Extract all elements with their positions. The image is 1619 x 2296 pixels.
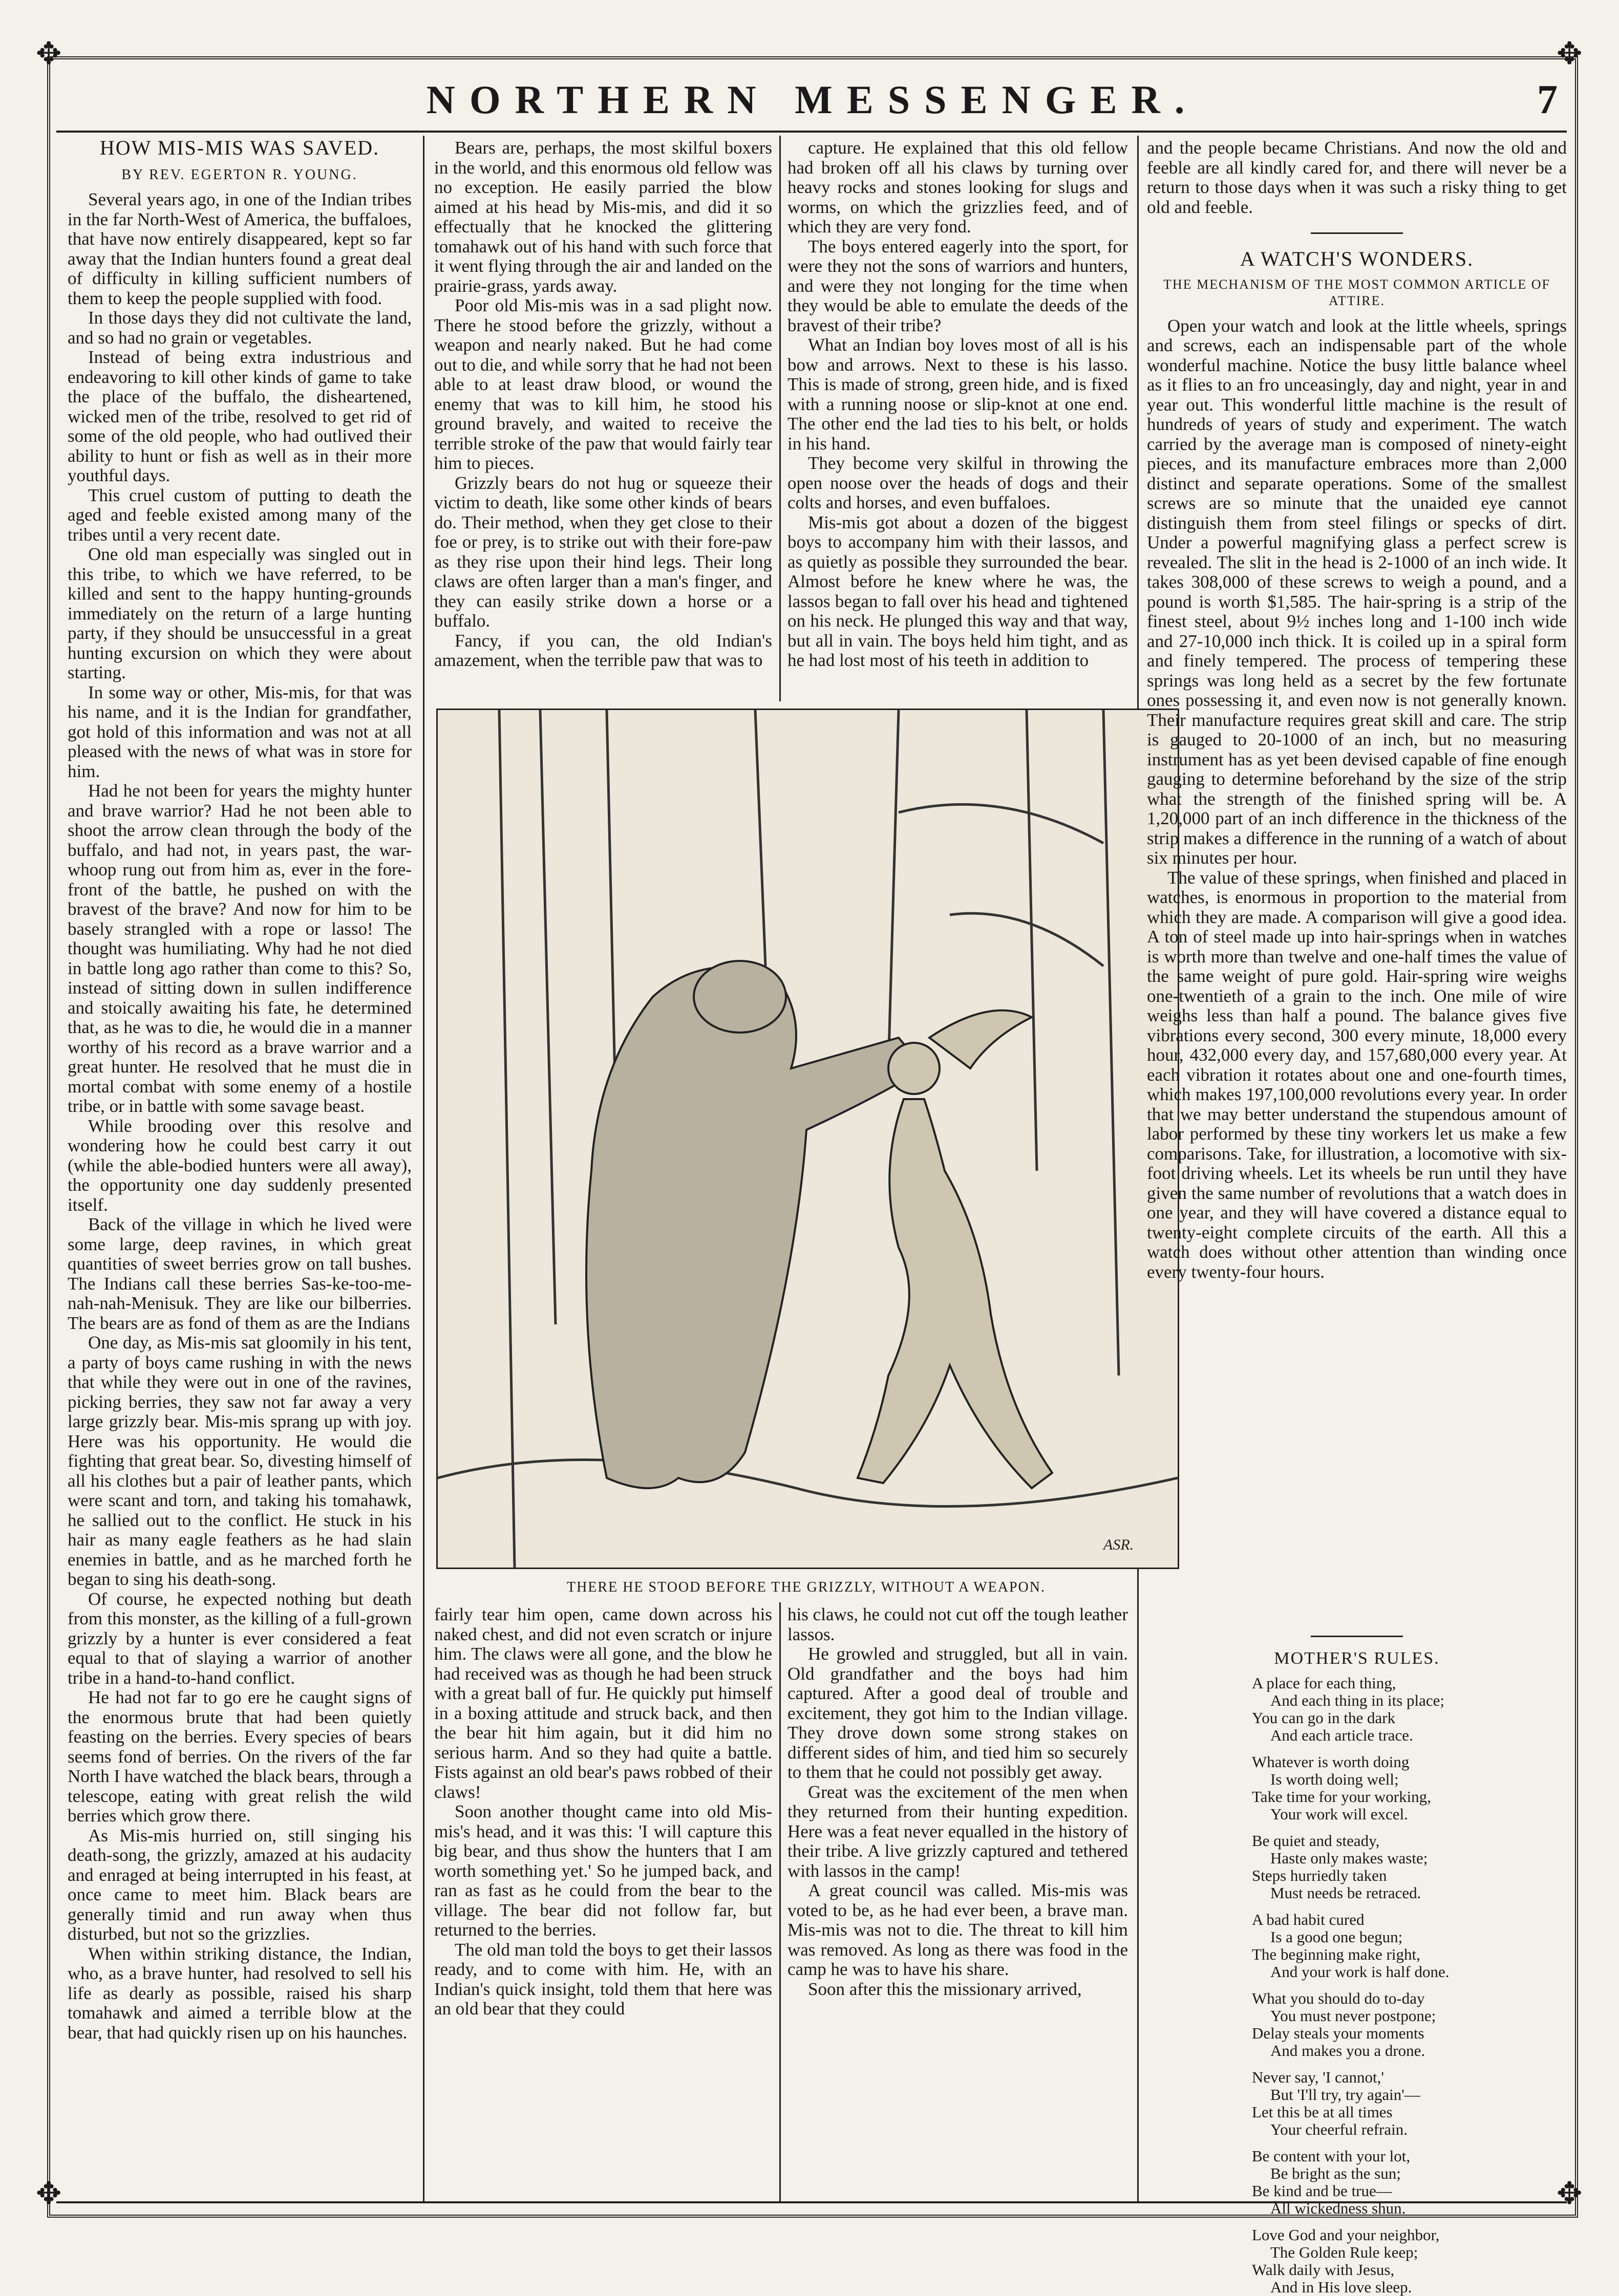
corner-ornament-top-left: ✥ (36, 37, 62, 71)
poem-line: Be content with your lot, (1252, 2147, 1411, 2165)
article-byline: BY REV. EGERTON R. YOUNG. (121, 166, 358, 183)
paragraph: One old man especially was singled out in this tribe, to which we have referred, to be killed and sent to the happy hunting-grounds immediately on the return of a large hunting party, if they should be unsuccessful in a great hunting excursion on which they were about starting. (68, 544, 412, 682)
poem-line: And each thing in its place; (1270, 1691, 1445, 1709)
paragraph: He had not far to go ere he caught signs of the enormous brute that had been quietly feasting on the berries. Every species of bears seems fond of berries. On the rivers of the far North I have watched the black bears, through a telescope, eating with great relish the wild berries which grow there. (68, 1687, 412, 1826)
corner-ornament-bottom-left: ✥ (36, 2177, 62, 2211)
page-number: 7 (1537, 77, 1558, 122)
poem-line: You can go in the dark (1252, 1709, 1396, 1727)
paragraph: Instead of being extra industrious and endeavoring to kill other kinds of game to take the place of the buffalo, the disheartened, wicked men of the tribe, resolved to get rid of some of the old people, who had outlived their ability to hunt or fish as well as in their more youthful days. (68, 347, 412, 485)
poem-line: And in His love sleep. (1270, 2278, 1412, 2296)
paragraph: Several years ago, in one of the Indian tribes in the far North-West of America, the buffaloes, that have now entirely disappeared, kept so far away that the Indian hunters found a great deal of difficulty in killing sufficient numbers of them to keep the people supplied with food. (68, 189, 412, 308)
masthead-rule (56, 131, 1567, 133)
column-1 (68, 138, 412, 2201)
paragraph: Open your watch and look at the little wheels, springs and screws, each an indispensable part of the whole wonderful machine. Notice the busy little balance wheel as it flies to an fro unceasingly, day and night, year in and year out. This wonderful little machine is the result of hundreds of years of study and experiment. The watch carried by the average man is composed of ninety-eight pieces, and its manufacture embraces more than 2,000 distinct and separate operations. Some of the smallest screws are so minute that the unaided eye cannot distinguish them from steel filings or specks of dirt. Under a powerful magnifying glass a perfect screw is revealed. The slit in the head is 2-1000 of an inch wide. It takes 308,000 of these screws to weigh a pound, and a pound is worth $1,585. The hair-spring is a strip of the finest steel, about 9½ inches long and 1-100 inch wide and 27-10,000 inch thick. It is coiled up in a spiral form and finely tempered. The process of tempering these springs was long held as a secret by the few fortunate ones possessing it, and even now is not generally known. Their manufacture requires great skill and care. The strip is gauged to 20-1000 of an inch, but no measuring instrument has as yet been devised capable of fine enough gauging to determine beforehand by the size of the strip what the strength of the finished spring will be. A 1,20,000 part of an inch difference in the thickness of the strip makes a difference in the running of a watch of about six minutes per hour. (1147, 315, 1567, 868)
poem-line: Steps hurriedly taken (1252, 1866, 1387, 1884)
section-rule (1311, 1636, 1403, 1637)
poem-stanza (1252, 1753, 1567, 1823)
column-2-bottom (434, 1605, 772, 2204)
poem-line: Be kind and be true— (1252, 2182, 1392, 2200)
paragraph: While brooding over this resolve and wondering how he could best carry it out (while the able-bodied hunters were all away), the opportunity one day suddenly presented itself. (68, 1115, 412, 1215)
paragraph: A great council was called. Mis-mis was voted to be, as he had ever been, a brave man. Mis-mis was not to die. The threat to kill him was removed. As long as there was food in the camp he was to have his share. (787, 1880, 1128, 1979)
poem-stanza (1252, 2226, 1567, 2296)
paragraph: his claws, he could not cut off the tough leather lassos. (787, 1604, 1128, 1644)
poem-line: Be quiet and steady, (1252, 1832, 1380, 1850)
poem-line: Love God and your neighbor, (1252, 2226, 1440, 2244)
corner-ornament-bottom-right: ✥ (1557, 2177, 1583, 2211)
poem-stanza (1252, 2148, 1567, 2217)
poem-line: You must never postpone; (1270, 2007, 1436, 2025)
poem-stanza (1252, 1990, 1567, 2059)
corner-ornament-top-right: ✥ (1557, 37, 1583, 71)
poem-stanza (1252, 1832, 1567, 1902)
poem-title: MOTHER'S RULES. (1274, 1649, 1440, 1668)
illustration-drawing (438, 710, 1178, 1568)
poem-stanza (1252, 2069, 1567, 2138)
column-divider (423, 136, 424, 2201)
paragraph: Fancy, if you can, the old Indian's amazement, when the terrible paw that was to (434, 630, 772, 670)
paragraph: This cruel custom of putting to death the aged and feeble existed among many of the tribes until a very recent date. (68, 485, 412, 545)
paragraph: The old man told the boys to get their lassos ready, and to come with him. He, with an Indian's quick insight, told them that here was an old bear that they could (434, 1939, 772, 2019)
poem-line: The beginning make right, (1252, 1945, 1420, 1963)
paragraph: One day, as Mis-mis sat gloomily in his tent, a party of boys came rushing in with the news that while they were out in one of the ravines, picking berries, they saw not far away a very large grizzly bear. Mis-mis sprang up with joy. Here was his opportunity. He would die fighting that great bear. So, divesting himself of all his clothes but a pair of leather pants, which were scant and torn, and taking his tomahawk, he sallied out to the conflict. He stuck in his hair as many eagle feathers as he had slain enemies in battle, and as he marched forth he began to sing his death-song. (68, 1333, 412, 1589)
poem-line: But 'I'll try, try again'— (1270, 2086, 1420, 2104)
paragraph: Grizzly bears do not hug or squeeze their victim to death, like some other kinds of bears do. Their method, when they get close to their foe or prey, is to strike out with their fore-paw as they rise upon their hind legs. Their long claws are often larger than a man's finger, and they can easily strike down a horse or a buffalo. (434, 473, 772, 631)
poem-line: Be bright as the sun; (1270, 2164, 1401, 2182)
poem-section (1147, 1636, 1567, 2296)
paragraph: He growled and struggled, but all in vain. Old grandfather and the boys had him captured. After a good deal of trouble and excitement, they got him to the Indian village. They drove down some strong stakes on different sides of him, and tied him so securely to them that he could not possibly get away. (787, 1644, 1128, 1782)
paragraph: Mis-mis got about a dozen of the biggest boys to accompany him with their lassos, and as quietly as possible they surrounded the bear. Almost before he knew where he was, the lassos began to fall over his head and tightened on his neck. He plunged this way and that way, but all in vain. The boys held him tight, and as he had lost most of his teeth in addition to (787, 512, 1128, 670)
poem-line: Delay steals your moments (1252, 2024, 1424, 2042)
illustration-caption: THERE HE STOOD BEFORE THE GRIZZLY, WITHOUT A WEAPON. (567, 1579, 1046, 1595)
paragraph: and the people became Christians. And now the old and feeble are all kindly cared for, and there will never be a return to those days when it was such a risky thing to get old and feeble. (1147, 138, 1567, 217)
paragraph: The boys entered eagerly into the sport, for were they not the sons of warriors and hunters, and were they not longing for the time when they would be able to emulate the deeds of the bravest of their tribe? (787, 236, 1128, 335)
paragraph: Poor old Mis-mis was in a sad plight now. There he stood before the grizzly, without a weapon and nearly naked. But he had come out to die, and while sorry that he had not been able to at least draw blood, or wound the enemy that was to kill him, he stood his ground bravely, and waited to receive the terrible stroke of the paw that would fairly tear him to pieces. (434, 295, 772, 473)
masthead-title: NORTHERN MESSENGER. (426, 77, 1199, 122)
watch-article-title: A WATCH'S WONDERS. (1240, 247, 1474, 270)
column-4 (1147, 138, 1567, 1628)
paragraph: When within striking distance, the Indian, who, as a brave hunter, had resolved to sell his life as dearly as possible, raised his sharp tomahawk and aimed a terrible blow at the bear, that had quickly risen up on his haunches. (68, 1943, 412, 2043)
poem-line: Haste only makes waste; (1270, 1849, 1428, 1867)
poem-line: Is worth doing well; (1270, 1770, 1399, 1788)
column-divider (779, 136, 781, 701)
poem-line: All wickedness shun. (1270, 2199, 1406, 2217)
paragraph: Soon another thought came into old Mis-mis's head, and it was this: 'I will capture this big bear, and thus show the hunters that I am worth something yet.' So he jumped back, and ran as fast as he could from the bear to the village. The bear did not follow far, but returned to the berries. (434, 1801, 772, 1940)
paragraph: capture. He explained that this old fellow had broken off all his claws by turning over heavy rocks and stones looking for slugs and worms, on which the grizzlies feed, and of which they are very fond. (787, 138, 1128, 237)
poem-stanza (1252, 1675, 1567, 1744)
illustration-bear-and-indian (436, 709, 1179, 1569)
poem-line: And your work is half done. (1270, 1963, 1450, 1981)
paragraph: Back of the village in which he lived were some large, deep ravines, in which great quantities of sweet berries grow on tall bushes. The Indians call these berries Sas-ke-too-me-nah-nah-Menisuk. They are like our bilberries. The bears are as fond of them as are the Indians (68, 1214, 412, 1333)
paragraph: Soon after this the missionary arrived, (808, 1979, 1082, 1999)
illustration-signature: ASR. (1103, 1536, 1134, 1553)
poem-line: Is a good one begun; (1270, 1928, 1403, 1946)
poem-line: The Golden Rule keep; (1270, 2243, 1418, 2261)
paragraph: Bears are, perhaps, the most skilful boxers in the world, and this enormous old fellow was no exception. He easily parried the blow aimed at his head by Mis-mis, and did it so effectually that he knocked the glittering tomahawk out of his hand with such force that it went flying through the air and landed on the prairie-grass, yards away. (434, 138, 772, 296)
poem-line: Your work will excel. (1270, 1805, 1408, 1823)
column-3-top (787, 138, 1128, 701)
poem-line: Never say, 'I cannot,' (1252, 2068, 1384, 2086)
paragraph: The value of these springs, when finished and placed in watches, is enormous in proportion to the material from which they are made. A comparison will give a good idea. A ton of steel made up into hair-springs when in watches is worth more than twelve and one-half times the value of the same weight of pure gold. Hair-spring wire weighs one-twentieth of a grain to the inch. One mile of wire weighs less than half a pound. The balance gives five vibrations every second, 300 every minute, 18,000 every hour, 432,000 every day, and 157,680,000 every year. At each vibration it rotates about one and one-fourth times, which makes 197,100,000 revolutions every year. In order that we may better understand the stupendous amount of labor performed by these tiny workers let us make a few comparisons. Take, for illustration, a locomotive with six-foot driving wheels. Let its wheels be run until they have given the same number of revolutions that a watch does in one year, and they will have covered a distance equal to twenty-eight complete circuits of the earth. All this a watch does without other attention than winding once every twenty-four hours. (1147, 867, 1567, 1282)
paragraph: Of course, he expected nothing but death from this monster, as the killing of a full-grown grizzly by a hunter is ever considered a feat equal to that of slaying a warrior of another tribe in a hand-to-hand conflict. (68, 1589, 412, 1688)
poem-line: Let this be at all times (1252, 2103, 1393, 2121)
poem-line: Your cheerful refrain. (1270, 2120, 1408, 2138)
paragraph: In those days they did not cultivate the land, and so had no grain or vegetables. (68, 308, 412, 348)
paragraph: They become very skilful in throwing the open noose over the heads of dogs and their colts and horses, and even buffaloes. (787, 453, 1128, 512)
watch-article-subtitle: THE MECHANISM OF THE MOST COMMON ARTICLE OF ATTIRE. (1163, 276, 1550, 308)
poem-line: And makes you a drone. (1270, 2042, 1425, 2059)
poem-stanza (1252, 1911, 1567, 1981)
paragraph: In some way or other, Mis-mis, for that was his name, and it is the Indian for grandfather, got hold of this information and was not at all pleased with the news of what was in store for him. (68, 682, 412, 781)
paragraph: Great was the excitement of the men when they returned from their hunting expedition. Here was a feat never equalled in the history of their tribe. A live grizzly captured and tethered with lassos in the camp! (787, 1782, 1128, 1881)
paragraph: What an Indian boy loves most of all is his bow and arrows. Next to these is his lasso. This is made of strong, green hide, and is fixed with a running noose or slip-knot at one end. The other end the lad ties to his belt, or holds in his hand. (787, 335, 1128, 454)
column-3-bottom (787, 1605, 1128, 2204)
column-divider (779, 1602, 781, 2201)
poem-line: Walk daily with Jesus, (1252, 2261, 1395, 2279)
poem-line: A place for each thing, (1252, 1674, 1396, 1692)
column-2-top (434, 138, 772, 701)
section-rule (1311, 232, 1403, 234)
article-title: HOW MIS-MIS WAS SAVED. (99, 136, 380, 159)
poem-line: Whatever is worth doing (1252, 1753, 1410, 1771)
poem-line: Take time for your working, (1252, 1788, 1431, 1806)
bottom-rule (56, 2201, 1567, 2203)
poem-line: What you should do to-day (1252, 1989, 1425, 2007)
paragraph: fairly tear him open, came down across his naked chest, and did not even scratch or injure him. The claws were all gone, and the blow he had received was as though he had been struck with a great ball of fur. He quickly put himself in a boxing attitude and struck back, and then the bear hit him again, but it did him no serious harm. And so they had quite a battle. Fists against an old bear's paws robbed of their claws! (434, 1604, 772, 1802)
poem-line: And each article trace. (1270, 1726, 1413, 1744)
paragraph: As Mis-mis hurried on, still singing his death-song, the grizzly, amazed at his audacity and enraged at being interrupted in his feast, at once came to meet him. Black bears are generally timid and run away when thus disturbed, but not so the grizzlies. (68, 1825, 412, 1944)
paragraph: Had he not been for years the mighty hunter and brave warrior? Had he not been able to shoot the arrow clean through the body of the buffalo, and had not, in years past, the war-whoop rung out from him as, ever in the fore-front of the battle, he pushed on with the bravest of the brave? And now for him to be basely strangled with a rope or lasso! The thought was humiliating. Why had he not died in battle long ago rather than come to this? So, instead of sitting down in sullen indifference and stoically awaiting his fate, he determined that, as he was to die, he would die in a manner worthy of his record as a brave warrior and a great hunter. He resolved that he must die in mortal combat with some enemy of a hostile tribe, or in battle with some savage beast. (68, 781, 412, 1116)
masthead (47, 77, 1578, 133)
poem-line: Must needs be retraced. (1270, 1884, 1421, 1902)
poem-line: A bad habit cured (1252, 1911, 1365, 1928)
